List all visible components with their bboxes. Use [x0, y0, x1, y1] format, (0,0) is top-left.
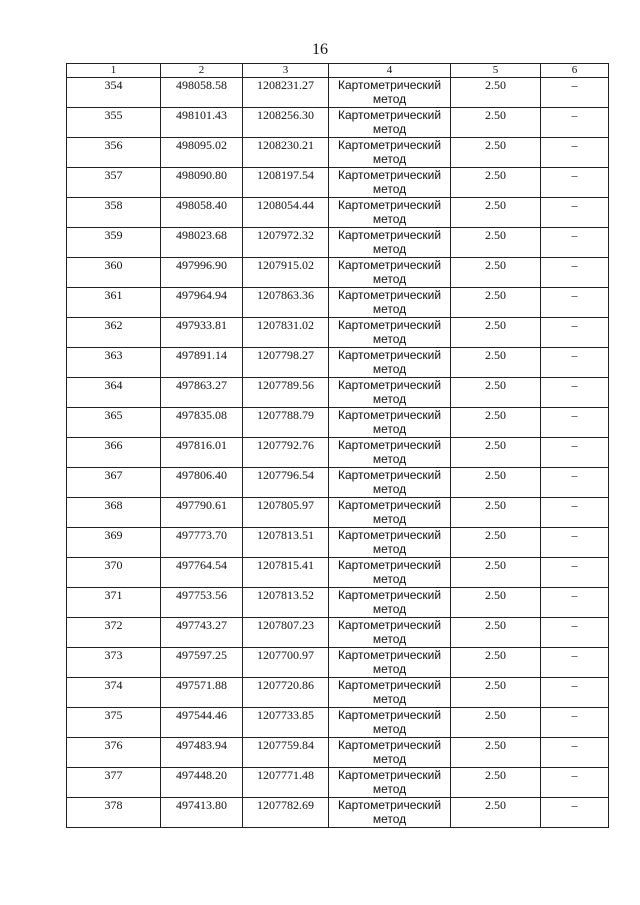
- x-coordinate-cell: 498023.68: [161, 228, 243, 258]
- x-coordinate-cell: 497996.90: [161, 258, 243, 288]
- method-cell: Картометрический метод: [329, 408, 451, 438]
- method-cell: Картометрический метод: [329, 498, 451, 528]
- y-coordinate-cell: 1207788.79: [243, 408, 329, 438]
- y-coordinate-cell: 1207789.56: [243, 378, 329, 408]
- accuracy-cell: 2.50: [451, 228, 541, 258]
- accuracy-cell: 2.50: [451, 168, 541, 198]
- table-row: [67, 648, 609, 678]
- method-cell: Картометрический метод: [329, 198, 451, 228]
- y-coordinate-cell: 1207863.36: [243, 288, 329, 318]
- method-cell: Картометрический метод: [329, 528, 451, 558]
- note-cell: –: [541, 738, 609, 768]
- method-cell: Картометрический метод: [329, 138, 451, 168]
- method-cell: Картометрический метод: [329, 678, 451, 708]
- header-col-1: 1: [67, 64, 161, 78]
- note-cell: –: [541, 168, 609, 198]
- table-row: [67, 168, 609, 198]
- table-row: [67, 498, 609, 528]
- note-cell: –: [541, 678, 609, 708]
- point-number-cell: 365: [67, 408, 161, 438]
- x-coordinate-cell: 497835.08: [161, 408, 243, 438]
- y-coordinate-cell: 1207972.32: [243, 228, 329, 258]
- y-coordinate-cell: 1208197.54: [243, 168, 329, 198]
- table-row: [67, 348, 609, 378]
- method-cell: Картометрический метод: [329, 768, 451, 798]
- x-coordinate-cell: 498095.02: [161, 138, 243, 168]
- table-row: [67, 138, 609, 168]
- table-row: [67, 318, 609, 348]
- table-row: [67, 768, 609, 798]
- note-cell: –: [541, 108, 609, 138]
- x-coordinate-cell: 497863.27: [161, 378, 243, 408]
- point-number-cell: 355: [67, 108, 161, 138]
- y-coordinate-cell: 1208231.27: [243, 78, 329, 108]
- note-cell: –: [541, 768, 609, 798]
- accuracy-cell: 2.50: [451, 708, 541, 738]
- accuracy-cell: 2.50: [451, 468, 541, 498]
- x-coordinate-cell: 498101.43: [161, 108, 243, 138]
- x-coordinate-cell: 498058.58: [161, 78, 243, 108]
- point-number-cell: 354: [67, 78, 161, 108]
- point-number-cell: 360: [67, 258, 161, 288]
- y-coordinate-cell: 1207796.54: [243, 468, 329, 498]
- note-cell: –: [541, 198, 609, 228]
- note-cell: –: [541, 588, 609, 618]
- note-cell: –: [541, 318, 609, 348]
- accuracy-cell: 2.50: [451, 528, 541, 558]
- table-row: [67, 228, 609, 258]
- method-cell: Картометрический метод: [329, 168, 451, 198]
- table-row: [67, 258, 609, 288]
- method-cell: Картометрический метод: [329, 618, 451, 648]
- point-number-cell: 367: [67, 468, 161, 498]
- x-coordinate-cell: 497448.20: [161, 768, 243, 798]
- y-coordinate-cell: 1207831.02: [243, 318, 329, 348]
- note-cell: –: [541, 138, 609, 168]
- point-number-cell: 358: [67, 198, 161, 228]
- note-cell: –: [541, 468, 609, 498]
- table-row: [67, 738, 609, 768]
- y-coordinate-cell: 1207733.85: [243, 708, 329, 738]
- point-number-cell: 375: [67, 708, 161, 738]
- note-cell: –: [541, 558, 609, 588]
- method-cell: Картометрический метод: [329, 78, 451, 108]
- accuracy-cell: 2.50: [451, 78, 541, 108]
- accuracy-cell: 2.50: [451, 738, 541, 768]
- y-coordinate-cell: 1207807.23: [243, 618, 329, 648]
- method-cell: Картометрический метод: [329, 798, 451, 828]
- accuracy-cell: 2.50: [451, 678, 541, 708]
- point-number-cell: 362: [67, 318, 161, 348]
- method-cell: Картометрический метод: [329, 108, 451, 138]
- point-number-cell: 371: [67, 588, 161, 618]
- method-cell: Картометрический метод: [329, 708, 451, 738]
- y-coordinate-cell: 1207815.41: [243, 558, 329, 588]
- header-col-3: 3: [243, 64, 329, 78]
- method-cell: Картометрический метод: [329, 288, 451, 318]
- point-number-cell: 363: [67, 348, 161, 378]
- y-coordinate-cell: 1207813.51: [243, 528, 329, 558]
- point-number-cell: 368: [67, 498, 161, 528]
- x-coordinate-cell: 497764.54: [161, 558, 243, 588]
- x-coordinate-cell: 497891.14: [161, 348, 243, 378]
- table-row: [67, 288, 609, 318]
- accuracy-cell: 2.50: [451, 318, 541, 348]
- y-coordinate-cell: 1207805.97: [243, 498, 329, 528]
- accuracy-cell: 2.50: [451, 648, 541, 678]
- table-row: [67, 78, 609, 108]
- accuracy-cell: 2.50: [451, 408, 541, 438]
- point-number-cell: 372: [67, 618, 161, 648]
- y-coordinate-cell: 1207759.84: [243, 738, 329, 768]
- x-coordinate-cell: 497743.27: [161, 618, 243, 648]
- table-body: [67, 78, 609, 828]
- note-cell: –: [541, 438, 609, 468]
- coordinates-table: [66, 63, 609, 828]
- accuracy-cell: 2.50: [451, 588, 541, 618]
- header-row: [67, 64, 609, 78]
- table-row: [67, 378, 609, 408]
- accuracy-cell: 2.50: [451, 108, 541, 138]
- x-coordinate-cell: 497806.40: [161, 468, 243, 498]
- note-cell: –: [541, 798, 609, 828]
- point-number-cell: 373: [67, 648, 161, 678]
- point-number-cell: 376: [67, 738, 161, 768]
- x-coordinate-cell: 497753.56: [161, 588, 243, 618]
- note-cell: –: [541, 648, 609, 678]
- y-coordinate-cell: 1208256.30: [243, 108, 329, 138]
- y-coordinate-cell: 1208054.44: [243, 198, 329, 228]
- header-col-4: 4: [329, 64, 451, 78]
- y-coordinate-cell: 1207915.02: [243, 258, 329, 288]
- header-col-2: 2: [161, 64, 243, 78]
- note-cell: –: [541, 618, 609, 648]
- method-cell: Картометрический метод: [329, 648, 451, 678]
- x-coordinate-cell: 497597.25: [161, 648, 243, 678]
- note-cell: –: [541, 288, 609, 318]
- method-cell: Картометрический метод: [329, 558, 451, 588]
- header-col-6: 6: [541, 64, 609, 78]
- point-number-cell: 378: [67, 798, 161, 828]
- table-row: [67, 618, 609, 648]
- point-number-cell: 374: [67, 678, 161, 708]
- point-number-cell: 359: [67, 228, 161, 258]
- note-cell: –: [541, 348, 609, 378]
- table-row: [67, 558, 609, 588]
- note-cell: –: [541, 708, 609, 738]
- table-row: [67, 438, 609, 468]
- accuracy-cell: 2.50: [451, 798, 541, 828]
- method-cell: Картометрический метод: [329, 468, 451, 498]
- page-number: 16: [312, 41, 328, 58]
- note-cell: –: [541, 78, 609, 108]
- table-row: [67, 798, 609, 828]
- accuracy-cell: 2.50: [451, 438, 541, 468]
- accuracy-cell: 2.50: [451, 258, 541, 288]
- accuracy-cell: 2.50: [451, 198, 541, 228]
- point-number-cell: 366: [67, 438, 161, 468]
- table-row: [67, 588, 609, 618]
- x-coordinate-cell: 497933.81: [161, 318, 243, 348]
- y-coordinate-cell: 1207700.97: [243, 648, 329, 678]
- point-number-cell: 369: [67, 528, 161, 558]
- x-coordinate-cell: 497790.61: [161, 498, 243, 528]
- point-number-cell: 357: [67, 168, 161, 198]
- y-coordinate-cell: 1207798.27: [243, 348, 329, 378]
- y-coordinate-cell: 1207782.69: [243, 798, 329, 828]
- note-cell: –: [541, 408, 609, 438]
- x-coordinate-cell: 497773.70: [161, 528, 243, 558]
- x-coordinate-cell: 498058.40: [161, 198, 243, 228]
- y-coordinate-cell: 1207792.76: [243, 438, 329, 468]
- table-row: [67, 678, 609, 708]
- accuracy-cell: 2.50: [451, 378, 541, 408]
- table-row: [67, 708, 609, 738]
- x-coordinate-cell: 497483.94: [161, 738, 243, 768]
- method-cell: Картометрический метод: [329, 588, 451, 618]
- y-coordinate-cell: 1207813.52: [243, 588, 329, 618]
- method-cell: Картометрический метод: [329, 378, 451, 408]
- method-cell: Картометрический метод: [329, 438, 451, 468]
- note-cell: –: [541, 528, 609, 558]
- table-row: [67, 198, 609, 228]
- y-coordinate-cell: 1207771.48: [243, 768, 329, 798]
- x-coordinate-cell: 497816.01: [161, 438, 243, 468]
- x-coordinate-cell: 497413.80: [161, 798, 243, 828]
- note-cell: –: [541, 228, 609, 258]
- point-number-cell: 370: [67, 558, 161, 588]
- table-row: [67, 528, 609, 558]
- table-row: [67, 108, 609, 138]
- note-cell: –: [541, 498, 609, 528]
- accuracy-cell: 2.50: [451, 138, 541, 168]
- x-coordinate-cell: 497544.46: [161, 708, 243, 738]
- y-coordinate-cell: 1208230.21: [243, 138, 329, 168]
- accuracy-cell: 2.50: [451, 618, 541, 648]
- table-row: [67, 408, 609, 438]
- header-col-5: 5: [451, 64, 541, 78]
- x-coordinate-cell: 497964.94: [161, 288, 243, 318]
- method-cell: Картометрический метод: [329, 258, 451, 288]
- accuracy-cell: 2.50: [451, 768, 541, 798]
- method-cell: Картометрический метод: [329, 738, 451, 768]
- accuracy-cell: 2.50: [451, 498, 541, 528]
- point-number-cell: 356: [67, 138, 161, 168]
- x-coordinate-cell: 498090.80: [161, 168, 243, 198]
- table-row: [67, 468, 609, 498]
- point-number-cell: 377: [67, 768, 161, 798]
- accuracy-cell: 2.50: [451, 558, 541, 588]
- note-cell: –: [541, 258, 609, 288]
- y-coordinate-cell: 1207720.86: [243, 678, 329, 708]
- point-number-cell: 361: [67, 288, 161, 318]
- method-cell: Картометрический метод: [329, 228, 451, 258]
- method-cell: Картометрический метод: [329, 318, 451, 348]
- x-coordinate-cell: 497571.88: [161, 678, 243, 708]
- accuracy-cell: 2.50: [451, 288, 541, 318]
- method-cell: Картометрический метод: [329, 348, 451, 378]
- note-cell: –: [541, 378, 609, 408]
- point-number-cell: 364: [67, 378, 161, 408]
- accuracy-cell: 2.50: [451, 348, 541, 378]
